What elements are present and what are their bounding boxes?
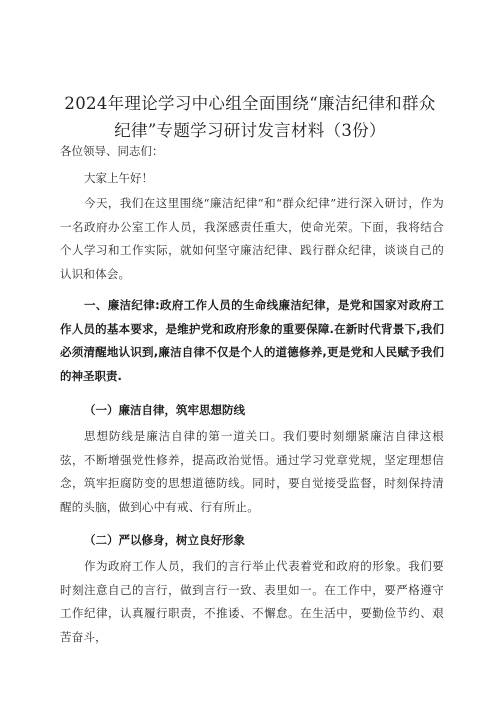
document-title: 2024年理论学习中心组全面围绕“廉洁纪律和群众纪律”专题学习研讨发言材料（3份） bbox=[64, 94, 436, 140]
subsection-2-heading: （二）严以修身，树立良好形象 bbox=[84, 533, 245, 547]
subsection-1-heading: （一）廉洁自律，筑牢思想防线 bbox=[84, 403, 245, 417]
subsection-1-body: 思想防线是廉洁自律的第一道关口。我们要时刻绷紧廉洁自律这根弦，不断增强党性修养，提高政治觉悟。通过学习党章党规，坚定理想信念，筑牢拒腐防变的思想道德防线。同时，要自觉接受监督，时刻保持清醒的头脑，做到心中有戒、行有所止。 bbox=[60, 429, 444, 514]
intro-paragraph: 今天，我们在这里围绕“廉洁纪律”和“群众纪律”进行深入研讨，作为一名政府办公室工作人员，我深感责任重大，使命光荣。下面，我将结合个人学习和工作实际，就如何坚守廉洁纪律、践行群众纪律，谈谈自己的认识和体会。 bbox=[60, 196, 444, 281]
section-1-heading: 一、廉洁纪律:政府工作人员的生命线廉洁纪律，是党和国家对政府工作人员的基本要求，是维护党和政府形象的重要保障.在新时代背景下,我们必须清醒地认识到,廉洁自律不仅是个人的道德修养,更是党和人民赋予我们的神圣职责. bbox=[60, 298, 444, 383]
salutation: 各位领导、同志们： bbox=[60, 144, 164, 158]
subsection-2-body: 作为政府工作人员，我们的言行举止代表着党和政府的形象。我们要时刻注意自己的言行，做到言行一致、表里如一。在工作中，要严格遵守工作纪律，认真履行职责，不推诿、不懈怠。在生活中，要勤俭节约、艰苦奋斗， bbox=[60, 559, 444, 644]
greeting: 大家上午好！ bbox=[84, 171, 153, 185]
